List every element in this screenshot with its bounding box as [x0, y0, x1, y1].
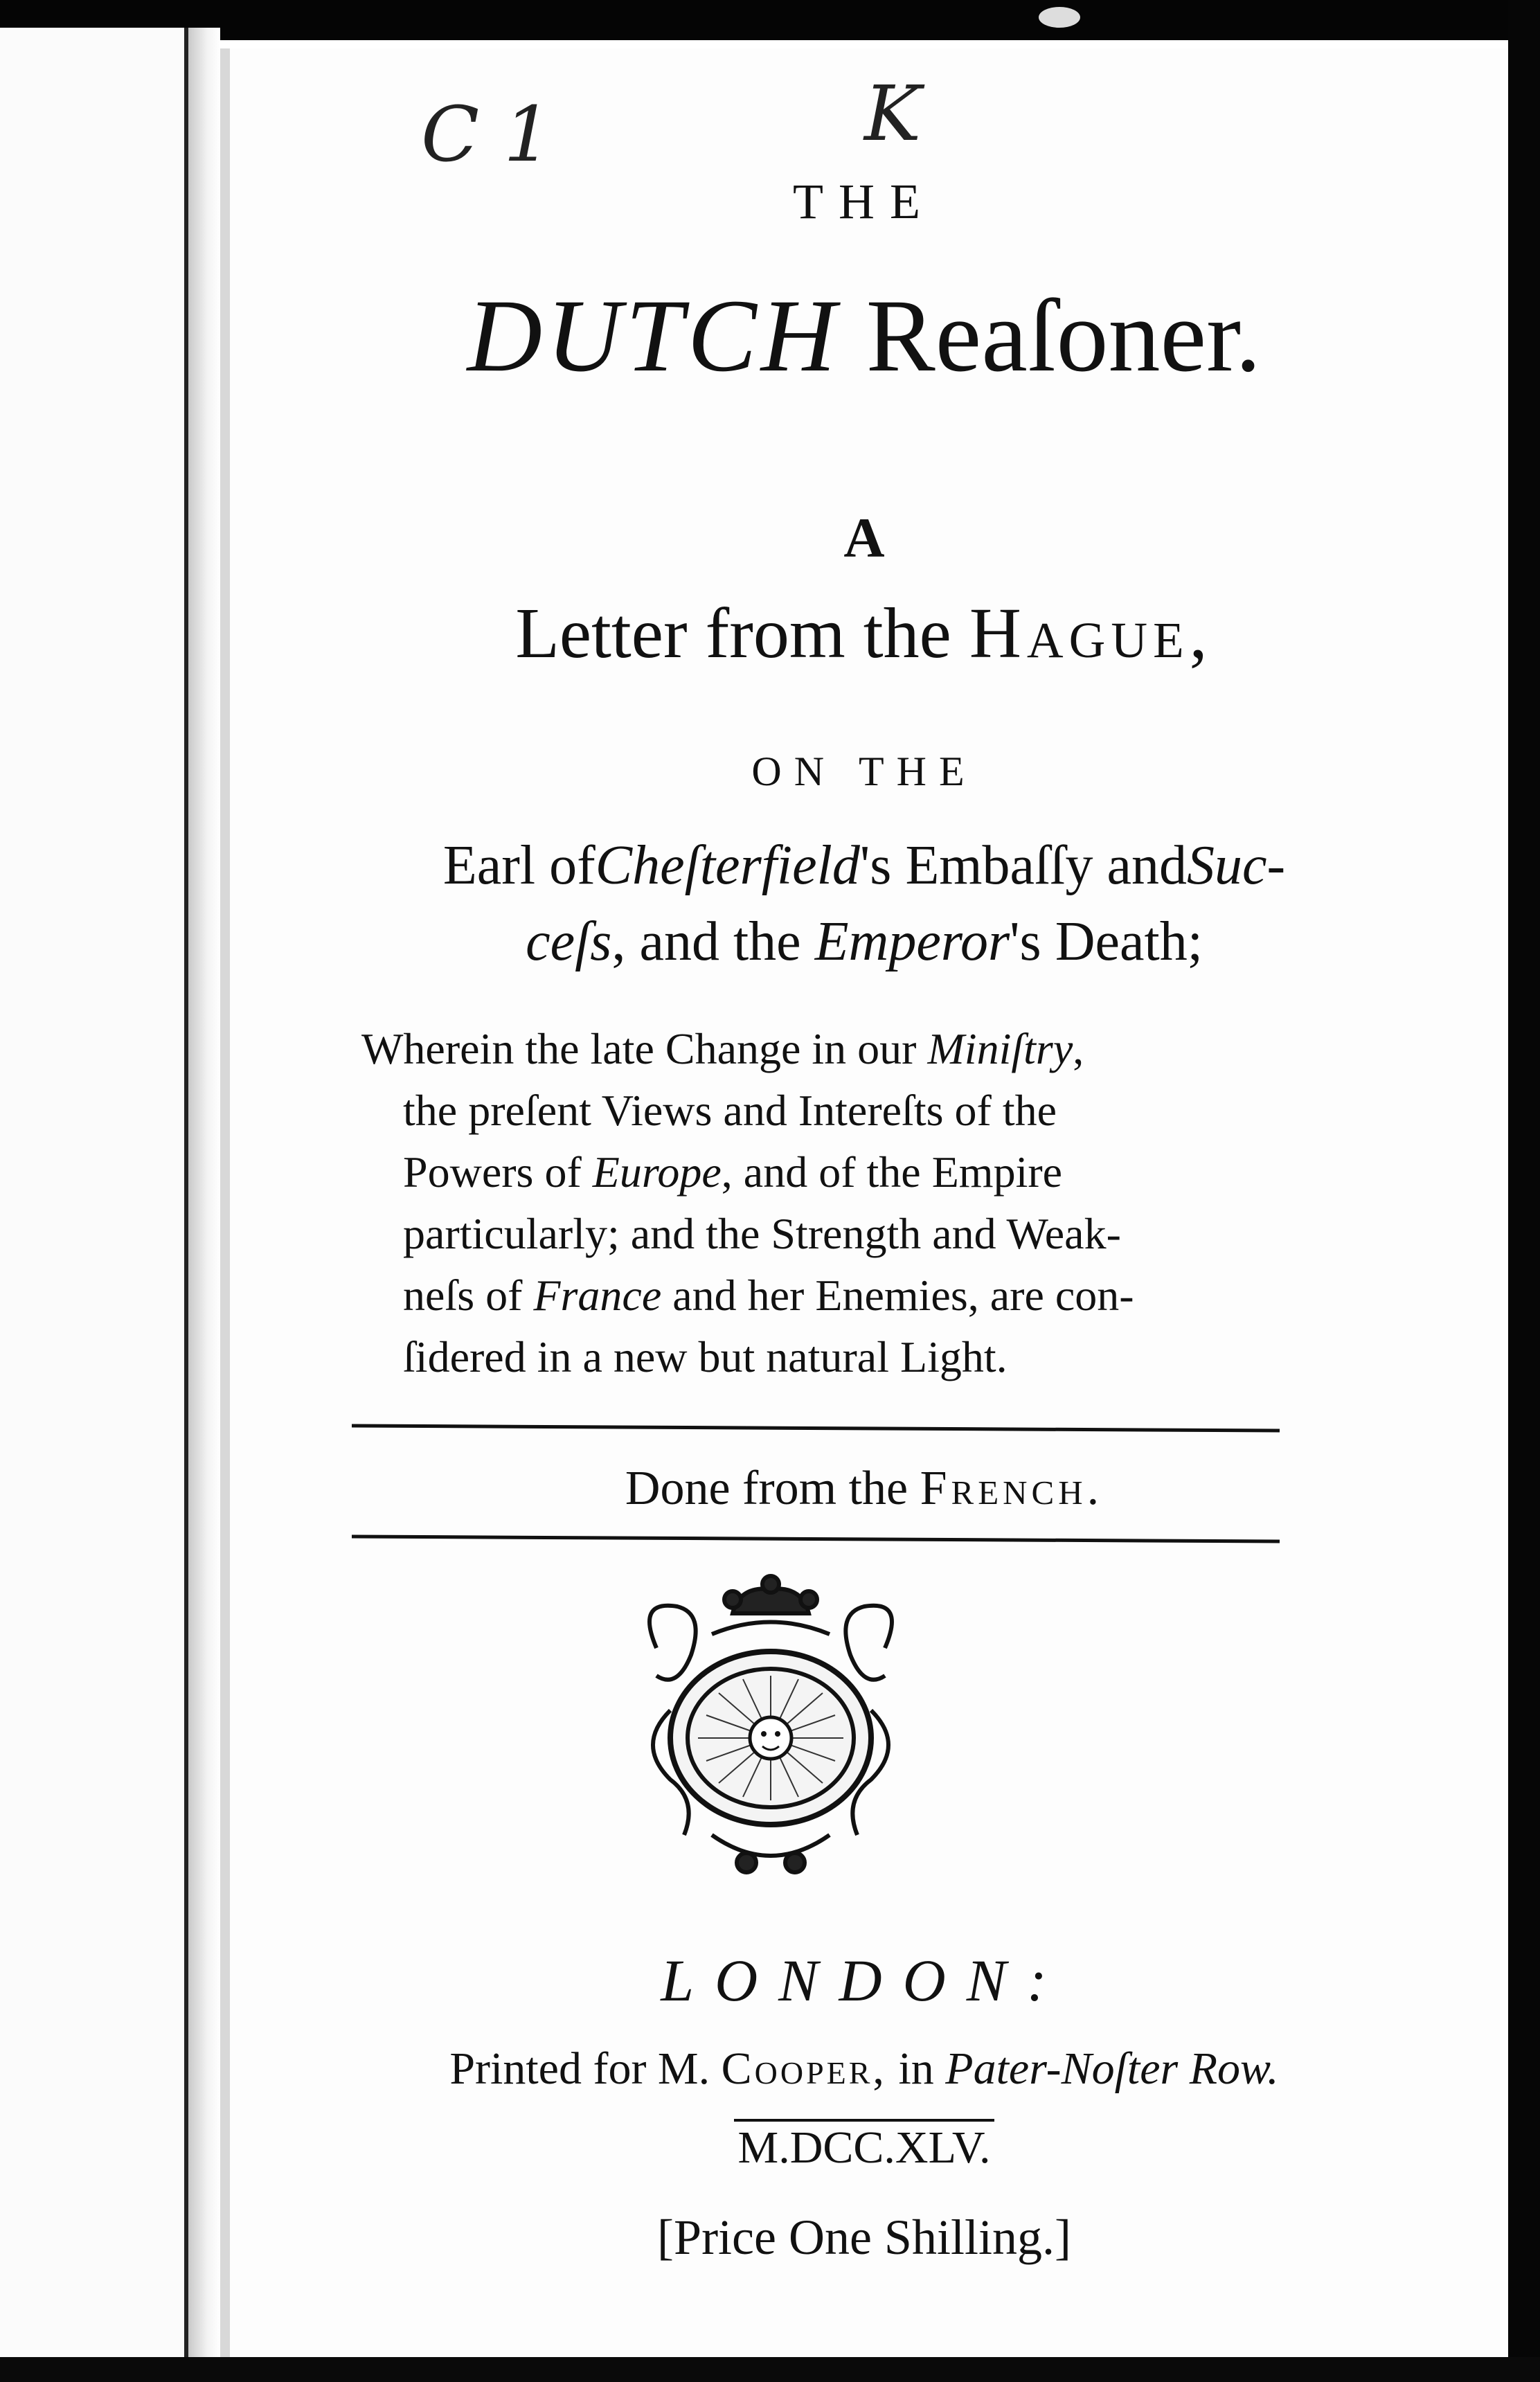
pater-noster-row: Pater-Noſter Row.	[945, 2043, 1279, 2094]
description-block	[361, 1018, 1359, 1388]
main-title	[220, 277, 1508, 395]
description-line-2: the preſent Views and Intereſts of the	[403, 1086, 1057, 1135]
title-dutch: DUTCH	[467, 278, 841, 393]
description-line-4: particularly; and the Strength and Weak-	[403, 1209, 1121, 1258]
title-reasoner: Reaſoner.	[866, 278, 1262, 393]
printers-ornament-sun-crown-icon	[629, 1572, 913, 1883]
desc-l1-pre: Wherein the late Change in our	[361, 1024, 917, 1073]
printed-for: Printed for M.	[449, 2043, 710, 2094]
desc-l3-pre: Powers of	[403, 1147, 582, 1197]
imprint-price: [Price One Shilling.]	[657, 2210, 1071, 2265]
rule-lower	[352, 1534, 1280, 1543]
handwritten-mark-left: C 1	[421, 90, 553, 179]
imprint-year-wrap	[220, 2119, 1508, 2174]
scan-border-bottom	[0, 2357, 1540, 2382]
desc-l1-post: ,	[1073, 1024, 1084, 1073]
earl-of: Earl of	[442, 835, 596, 896]
suc-word: Suc-	[1187, 835, 1286, 896]
on-the-line: ON THE	[751, 749, 977, 794]
rule-upper	[352, 1424, 1280, 1432]
done-from-the: Done from the	[625, 1462, 908, 1515]
desc-l5-post: and her Enemies, are con-	[672, 1271, 1134, 1320]
subtitle-a: A	[843, 506, 885, 569]
scan-speck	[1039, 7, 1080, 28]
title-page	[220, 48, 1508, 2357]
cess-word: ceſs	[526, 911, 612, 972]
france-word: France	[533, 1271, 662, 1320]
imprint-city: LONDON:	[661, 1947, 1068, 2014]
hague-word: Hague,	[969, 593, 1213, 673]
europe-word: Europe	[592, 1147, 722, 1197]
subtitle-line-1	[220, 831, 1508, 900]
imprint-year: M.DCC.XLV.	[734, 2119, 995, 2174]
cooper-word: Cooper,	[721, 2043, 887, 2094]
description-line-6: ſidered in a new but natural Light.	[403, 1332, 1008, 1381]
scan-border-top	[0, 0, 1540, 40]
scan-border-right	[1508, 0, 1540, 2382]
translation-line	[220, 1461, 1508, 1516]
imprint-printer	[220, 2043, 1508, 2095]
facing-page	[0, 28, 188, 2363]
subtitle-letter	[220, 589, 1508, 679]
desc-l3-post: , and of the Empire	[721, 1147, 1063, 1197]
letter-from-the: Letter from the	[515, 593, 951, 673]
ministry-word: Miniſtry	[927, 1024, 1073, 1073]
chesterfield-word: Cheſterfield	[595, 835, 860, 896]
embassy-and: 's Embaſſy and	[859, 835, 1187, 896]
title-the: THE	[793, 174, 935, 229]
french-word: French.	[920, 1462, 1104, 1515]
description-line-3	[361, 1141, 1359, 1203]
and-the: , and the	[611, 911, 801, 972]
in-word: in	[898, 2043, 934, 2094]
desc-l5-pre: neſs of	[403, 1271, 523, 1320]
emperor-word: Emperor	[814, 911, 1010, 972]
book-gutter	[188, 28, 220, 2363]
death-word: 's Death;	[1010, 911, 1203, 972]
handwritten-mark-right: K	[864, 69, 922, 158]
subtitle-line-2	[220, 907, 1508, 976]
description-line-5	[361, 1264, 1359, 1326]
description-line-1	[361, 1018, 1359, 1080]
